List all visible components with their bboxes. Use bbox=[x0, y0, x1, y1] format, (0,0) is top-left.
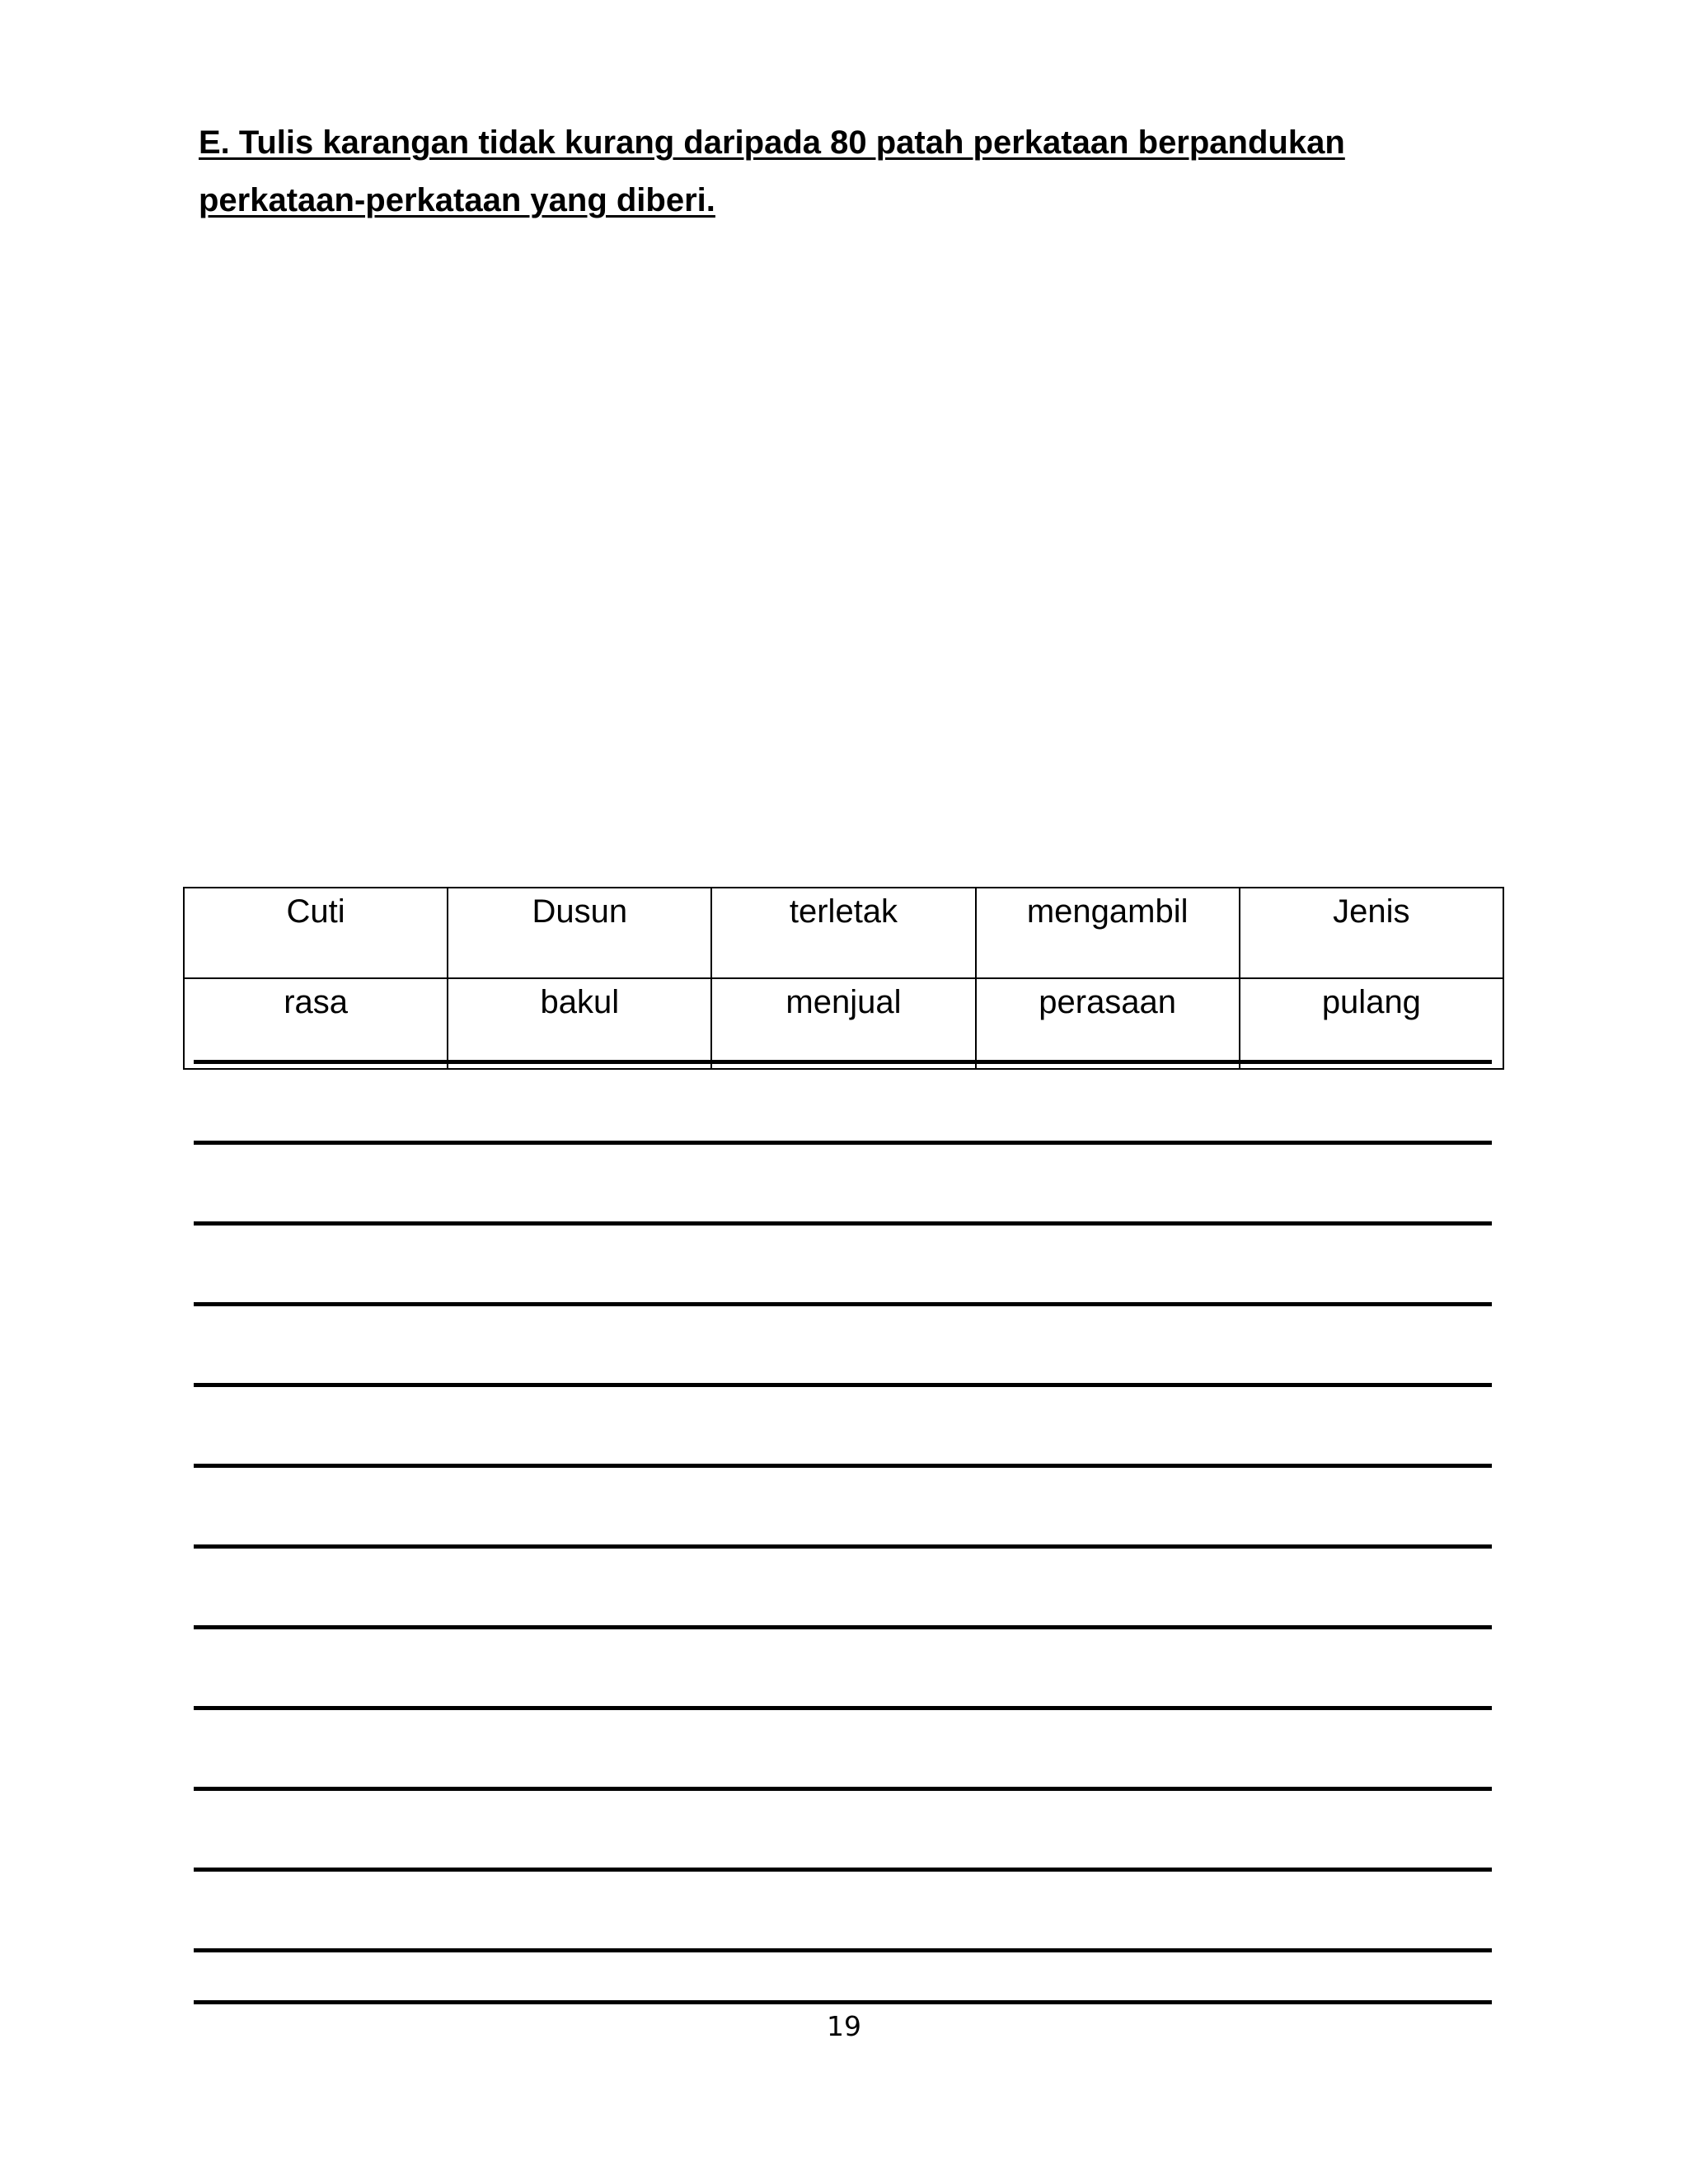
instruction-line-2: perkataan-perkataan yang diberi. bbox=[199, 182, 715, 218]
answer-writing-line[interactable] bbox=[194, 1464, 1492, 1468]
word-bank-cell: Dusun bbox=[448, 888, 711, 978]
word-bank-cell: Cuti bbox=[184, 888, 448, 978]
answer-writing-line[interactable] bbox=[194, 1383, 1492, 1387]
essay-instruction bbox=[199, 114, 1517, 229]
answer-writing-line[interactable] bbox=[194, 1221, 1492, 1226]
answer-writing-line[interactable] bbox=[194, 1141, 1492, 1145]
answer-writing-line[interactable] bbox=[194, 1948, 1492, 1952]
answer-writing-line[interactable] bbox=[194, 1706, 1492, 1710]
answer-writing-line[interactable] bbox=[194, 1787, 1492, 1791]
page-number: 19 bbox=[827, 2010, 861, 2042]
answer-writing-line[interactable] bbox=[194, 1625, 1492, 1629]
word-bank-cell: menjual bbox=[711, 978, 975, 1069]
word-bank-row bbox=[184, 978, 1503, 1069]
word-bank-cell: perasaan bbox=[976, 978, 1240, 1069]
word-bank-cell: rasa bbox=[184, 978, 448, 1069]
word-bank-cell: pulang bbox=[1240, 978, 1503, 1069]
answer-writing-line[interactable] bbox=[194, 1302, 1492, 1306]
answer-writing-line[interactable] bbox=[194, 1868, 1492, 1872]
answer-writing-line[interactable] bbox=[194, 1060, 1492, 1064]
word-bank-cell: mengambil bbox=[976, 888, 1240, 978]
answer-writing-line[interactable] bbox=[194, 1544, 1492, 1549]
answer-writing-line[interactable] bbox=[194, 2000, 1492, 2004]
word-bank-row bbox=[184, 888, 1503, 978]
word-bank-cell: Jenis bbox=[1240, 888, 1503, 978]
word-bank-cell: bakul bbox=[448, 978, 711, 1069]
word-bank-table bbox=[183, 887, 1504, 1070]
word-bank-cell: terletak bbox=[711, 888, 975, 978]
instruction-line-1: E. Tulis karangan tidak kurang daripada 80 patah perkataan berpandukan bbox=[199, 124, 1345, 161]
